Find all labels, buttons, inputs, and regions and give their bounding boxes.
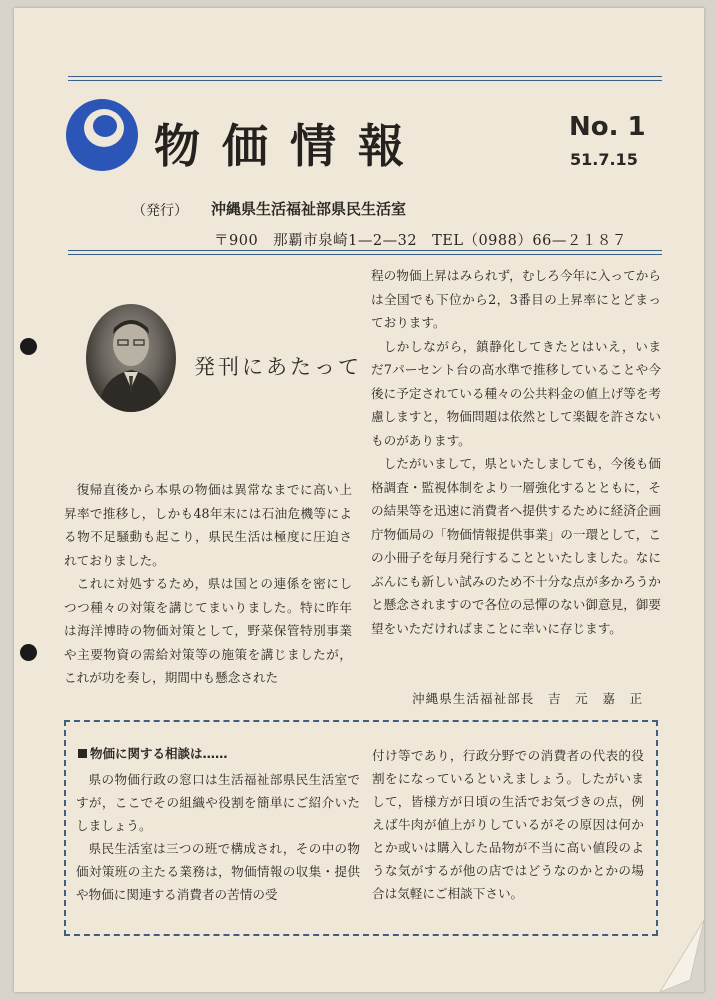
article-paragraph: 程の物価上昇はみられず，むしろ今年に入ってからは全国でも下位から2，3番目の上昇率にとどまっております。 [371,268,661,330]
publisher-name: 沖縄県生活福祉部県民生活室 [211,200,407,218]
publisher-address: 〒900 那覇市泉崎1—2—32 TEL（0988）66—２１８７ [214,233,627,249]
consultation-column-right [372,744,644,905]
consultation-heading: 物価に関する相談は…… [78,744,228,762]
newsletter-page [14,8,704,992]
binder-hole-bottom [20,644,37,661]
portrait-photo [86,304,176,412]
square-bullet-icon [78,749,87,758]
article-paragraph: これに対処するため，県は国との連係を密にしつつ種々の対策を講じてまいりました。特に昨年は海洋博時の物価対策として，野菜保管特別事業や主要物資の需給対策等の施策を講じましたが，これが功を奏し，期間中も懸念された [64,576,352,685]
publisher-label: （発行） [132,203,188,219]
newsletter-title: 物価情報 [154,119,426,173]
article-column-right [371,264,661,640]
consultation-column-left [76,768,360,906]
issue-date: 51.7.15 [570,150,638,169]
article-signature: 沖縄県生活福祉部長 吉 元 嘉 正 [412,691,644,706]
consultation-paragraph: 付け等であり，行政分野での消費者の代表的役割をになっているといえましょう。したがいまして，皆様方が日頃の生活でお気づきの点，例えば牛肉が値上がりしているがその原因は何かとか或いは購入した品物が不当に高い値段のような気がするが他の店ではどうなのかとかの場合は気軽にご相談下さい。 [372,748,644,901]
article-title: 発刊にあたって [194,355,362,379]
article-column-left [64,478,352,690]
header-rule-bottom [68,250,662,255]
article-paragraph: 復帰直後から本県の物価は異常なまでに高い上昇率で推移し，しかも48年末には石油危機等による物不足騒動も起こり，県民生活は極度に圧迫されておりました。 [64,482,352,568]
header-rule-top [68,76,662,81]
article-paragraph: しかしながら，鎮静化してきたとはいえ，いまだ7パーセント台の高水準で推移していることや今後に予定されている種々の公共料金の値上げ等を考慮しますと，物価問題は依然として楽観を許さないものがあります。 [371,338,661,448]
consultation-paragraph: 県の物価行政の窓口は生活福祉部県民生活室ですが，ここでその組織や役割を簡単にご紹介いたしましょう。 [76,772,360,833]
article-paragraph: したがいまして，県といたしましても，今後も価格調査・監視体制をより一層強化するとともに，その結果等を迅速に消費者へ提供するために経済企画庁物価局の「物価情報提供事業」の一環として，この小冊子を毎月発行することといたしました。なにぶんにも新しい試みのため不十分な点が多かろうかと懸念されますので各位の忌憚のない御意見，御要望をいただければまことに幸いに存じます。 [371,456,661,636]
consultation-paragraph: 県民生活室は三つの班で構成され，その中の物価対策班の主たる業務は，物価情報の収集・提供や物価に関連する消費者の苦情の受 [76,841,360,902]
circle-logo-icon [66,99,138,171]
folded-corner [660,920,704,992]
binder-hole-top [20,338,37,355]
issue-number: No. 1 [569,112,646,142]
